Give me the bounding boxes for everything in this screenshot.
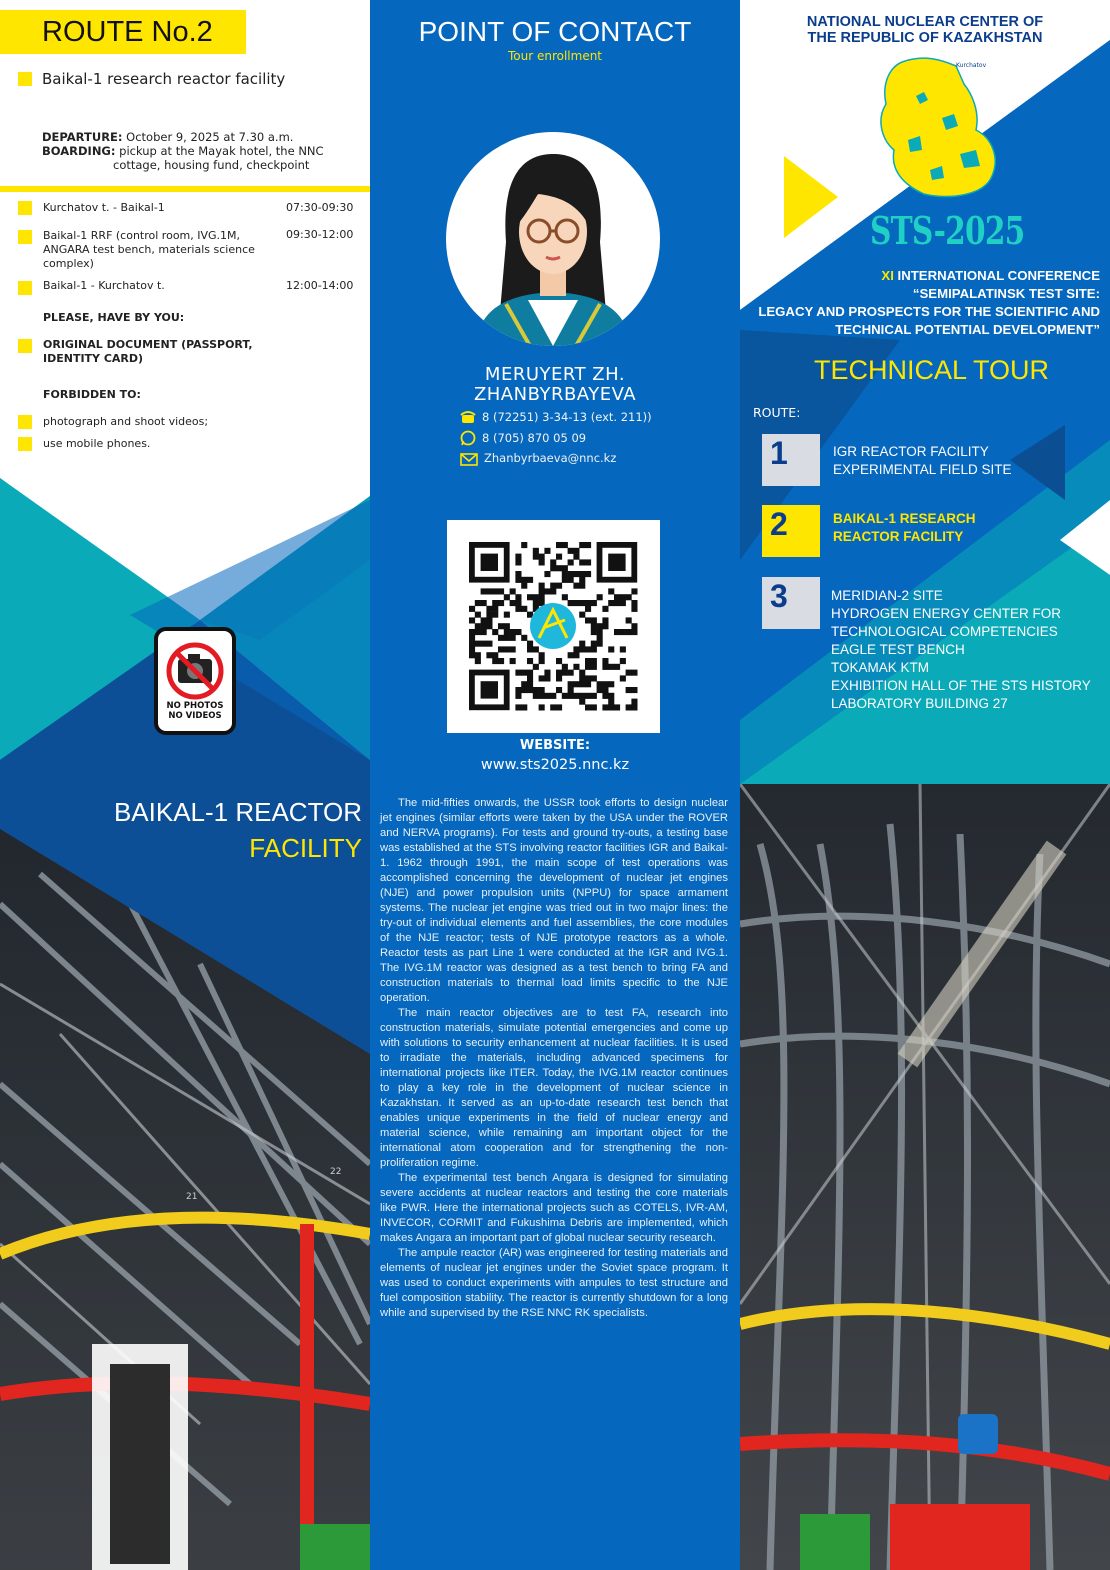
no-photos-sign	[154, 627, 236, 735]
organization-name: NATIONAL NUCLEAR CENTER OF THE REPUBLIC OF KAZAKHSTAN	[806, 14, 1044, 46]
map-label: Kurchatov	[956, 62, 987, 69]
route-item[interactable]: IGR REACTOR FACILITY EXPERIMENTAL FIELD SITE	[833, 444, 1012, 477]
avatar	[446, 132, 660, 346]
contact-title: POINT OF CONTACT	[418, 16, 692, 47]
body-paragraph: The mid-fifties onwards, the USSR took efforts to design nuclear jet engines (similar efforts were taken by the USA under the ROVER and NERVA programs). For tests and ground try-outs, a testing base was established at the STS involving reactor facilities IGR and Baikal-1. 1962 through 1991, the main scope of test operations was accomplished concerning the development of nuclear jet engines (NJE) and power propulsion units (NPPU) for space armament systems. The nuclear jet engine was tried out in two major lines: the try-out of individual elements and fuel assemblies, the core modules of the NJE reactor; tests of NJE prototype reactors as a whole. Reactor tests as part Line 1 were conducted at the IGR and IVG.1. The IVG.1M reactor was designed as a test bench to bring FA and construction materials to thermal load limits specific to the NJE operation.	[380, 797, 728, 1004]
schedule-place: Kurchatov t. - Baikal-1	[43, 201, 165, 214]
sts-logo: STS-2025	[870, 208, 1025, 253]
reactor-photo-right	[740, 784, 1110, 1570]
bullet-icon	[18, 201, 32, 215]
route-number-box[interactable]: 1	[762, 434, 820, 486]
bullet-icon	[18, 339, 32, 353]
forbidden-heading: FORBIDDEN TO:	[43, 388, 141, 401]
photo-number-2: 22	[330, 1167, 342, 1177]
have-item: ORIGINAL DOCUMENT (PASSPORT, IDENTITY CARD)	[43, 338, 253, 365]
route-number-box-active[interactable]: 2	[762, 505, 820, 557]
phone-row[interactable]: 8 (72251) 3-34-13 (ext. 211))	[460, 409, 652, 425]
schedule-time: 12:00-14:00	[286, 279, 354, 292]
website-label: WEBSITE:	[519, 738, 591, 753]
reactor-photo-illustration	[740, 784, 1110, 1570]
forbidden-item: photograph and shoot videos;	[43, 415, 209, 428]
website-link[interactable]: www.sts2025.nnc.kz	[480, 757, 630, 773]
sign-text: NO PHOTOS NO VIDEOS	[166, 701, 224, 721]
body-paragraph: The ampule reactor (AR) was engineered for testing materials and elements of nuclear jet engines under the Soviet space program. It was used to conduct experiments with ampules to test structure and fuel composition stability. The reactor is currently shutdown for a long while and supervised by the RSE NNC RK specialists.	[380, 1247, 728, 1319]
schedule-time: 09:30-12:00	[286, 228, 354, 241]
body-paragraph: The main reactor objectives are to test FA, research into construction materials, simulate potential emergencies and come up with solutions to security enhancement at nuclear facilities. It is used to irradiate the materials, including advanced specimens for international projects like ITER. Today, the IVG.1M reactor continues to play a key role in the development of nuclear science in Kazakhstan. It served as an up-to-date research test bench that enables unique experiments in the field of nuclear energy and material science, while remaining am important object for the international atom cooperation and for strengthening the non-proliferation regime.	[380, 1007, 728, 1169]
contact-panel	[370, 0, 740, 1570]
whatsapp-icon	[460, 430, 476, 446]
contact-subtitle: Tour enrollment	[507, 49, 603, 63]
kurchatov-map-icon	[872, 54, 1002, 204]
body-text	[380, 796, 728, 1321]
email-icon	[460, 450, 478, 466]
contact-name: MERUYERT ZH. ZHANBYRBAYEVA	[473, 364, 637, 405]
forbidden-item: use mobile phones.	[43, 437, 151, 450]
route-label: ROUTE:	[753, 405, 801, 420]
route-title: ROUTE No.2	[0, 10, 246, 54]
conference-title: XI INTERNATIONAL CONFERENCE “SEMIPALATINSK TEST SITE: LEGACY AND PROSPECTS FOR THE SCIENTIFIC AND TECHNICAL POTENTIAL DEVELOPMENT”	[758, 268, 1100, 337]
route-item-active[interactable]: BAIKAL-1 RESEARCH REACTOR FACILITY	[833, 511, 976, 544]
no-camera-icon	[158, 635, 232, 705]
boarding-info-cont: cottage, housing fund, checkpoint	[113, 158, 310, 172]
email-row[interactable]: Zhanbyrbaeva@nnc.kz	[460, 450, 616, 466]
reactor-photo-illustration	[0, 784, 370, 1570]
bullet-icon	[18, 230, 32, 244]
qr-code[interactable]	[447, 520, 660, 733]
route-panel	[0, 0, 370, 784]
body-paragraph: The experimental test bench Angara is designed for simulating severe accidents at nuclear reactors and testing the core materials like PWR. Here the international projects such as COTELS, IVR-AM, INVECOR, CORMIT and Fukushima Debris are implemented, which makes Angara an important part of global nuclear security research.	[380, 1172, 728, 1244]
boarding-info: BOARDING: pickup at the Mayak hotel, the NNC	[42, 144, 324, 158]
qr-code-graphic	[447, 520, 660, 733]
bullet-icon	[18, 437, 32, 451]
departure-info: DEPARTURE: October 9, 2025 at 7.30 a.m.	[42, 130, 294, 144]
schedule-place: Baikal-1 - Kurchatov t.	[43, 279, 165, 292]
route-number-box[interactable]: 3	[762, 577, 820, 629]
photo-number-1: 21	[186, 1192, 198, 1202]
bullet-icon	[18, 72, 32, 86]
tour-title: TECHNICAL TOUR	[814, 355, 1050, 385]
bullet-icon	[18, 281, 32, 295]
schedule-time: 07:30-09:30	[286, 201, 354, 214]
bullet-icon	[18, 415, 32, 429]
avatar-illustration	[446, 132, 660, 346]
phone-icon	[460, 409, 476, 425]
cover-panel	[740, 0, 1110, 784]
have-heading: PLEASE, HAVE BY YOU:	[43, 311, 185, 324]
facility-title: BAIKAL-1 REACTOR FACILITY	[113, 797, 362, 863]
whatsapp-row[interactable]: 8 (705) 870 05 09	[460, 430, 586, 446]
schedule-place: Baikal-1 RRF (control room, IVG.1M, ANGARA test bench, materials science complex)	[43, 229, 255, 270]
route-subtitle: Baikal-1 research reactor facility	[42, 70, 286, 88]
divider	[0, 186, 370, 192]
reactor-photo-left	[0, 784, 370, 1570]
route-item[interactable]: MERIDIAN-2 SITE HYDROGEN ENERGY CENTER FOR TECHNOLOGICAL COMPETENCIES EAGLE TEST BENCH TOKAMAK KTM EXHIBITION HALL OF THE STS HISTORY LABORATORY BUILDING 27	[831, 588, 1091, 711]
